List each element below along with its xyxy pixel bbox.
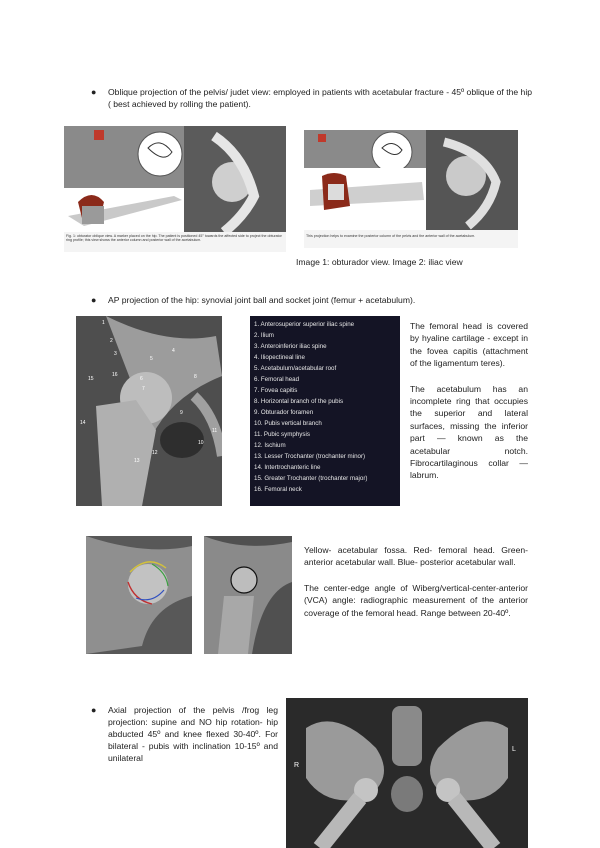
legend-item: 14. Intertrochanteric line: [254, 464, 321, 471]
iliac-view-figure: [304, 130, 518, 248]
legend-item: 3. Anteroinferior iliac spine: [254, 343, 327, 350]
acetabular-walls-xray: [86, 536, 192, 654]
femoral-head-description: [410, 320, 528, 495]
xray-number: 7: [142, 386, 145, 392]
xray-number: 3: [114, 351, 117, 357]
acetabular-walls-text: Yellow- acetabular fossa. Red- femoral head. Green- anterior acetabular wall. Blue- posterior acetabular wall.: [304, 545, 528, 568]
frog-leg-xray-image: [286, 698, 528, 848]
xray-number: 9: [180, 410, 183, 416]
legend-item: 13. Lesser Trochanter (trochanter minor): [254, 453, 366, 460]
legend-item: 16. Femoral neck: [254, 486, 302, 493]
obturator-view-caption: Fig. 1: obturator oblique view. A marker placed on the hip. The patient is positioned 45° towards the affected side to project the obturator ring profile; this view shows the anterior column and posterior wall of the acetabulum.: [66, 234, 282, 243]
legend-item: 9. Obturador foramen: [254, 409, 314, 416]
xray-number: 16: [112, 372, 118, 378]
legend-item: 10. Pubis vertical branch: [254, 420, 322, 427]
xray-number: 4: [172, 348, 175, 354]
anatomy-legend: [250, 316, 400, 506]
legend-item: 7. Fovea capitis: [254, 387, 298, 394]
xray-number: 10: [198, 440, 204, 446]
judet-image-caption: Image 1: obturador view. Image 2: iliac view: [296, 257, 463, 267]
legend-item: 5. Acetabulum/acetabular roof: [254, 365, 337, 372]
right-side-marker: R: [294, 762, 300, 769]
acetabulum-text: The acetabulum has an incomplete ring that occupies the superior and lateral surfaces, missing the inferior part — known as the acetabular notch. Fibrocartilaginous collar — labrum.: [410, 383, 528, 481]
center-edge-angle-image: [204, 536, 292, 654]
xray-number: 8: [194, 374, 197, 380]
xray-number: 13: [134, 458, 140, 464]
bullet-dot: ●: [91, 705, 97, 715]
legend-item: 15. Greater Trochanter (trochanter major): [254, 475, 368, 482]
frog-leg-bullet-text: Axial projection of the pelvis /frog leg projection: supine and NO hip rotation- hip abducted 45º and knee flexed 30-40º. For bilateral - pubis with inclination 10-15º and unilateral: [108, 705, 278, 763]
frog-leg-xray: [286, 698, 528, 848]
acetabular-walls-description: [304, 544, 528, 632]
xray-number: 15: [88, 376, 94, 382]
xray-number: 2: [110, 338, 113, 344]
left-side-marker: L: [512, 746, 516, 753]
xray-number: 1: [102, 320, 105, 326]
ap-hip-bullet-text: AP projection of the hip: synovial joint ball and socket joint (femur + acetabulum).: [108, 295, 416, 305]
legend-item: 4. Iliopectineal line: [254, 354, 305, 361]
judet-bullet-text: Oblique projection of the pelvis/ judet view: employed in patients with acetabular fracture - 45º oblique of the hip ( best achieved by rolling the patient).: [108, 87, 533, 109]
legend-item: 1. Anterosuperior superior iliac spine: [254, 321, 355, 328]
xray-number: 11: [212, 428, 218, 434]
obturator-view-figure: [64, 126, 286, 252]
ap-hip-xray-image: [76, 316, 222, 506]
legend-item: 8. Horizontal branch of the pubis: [254, 398, 344, 405]
bullet-dot: ●: [91, 87, 97, 97]
judet-bullet: [91, 86, 536, 110]
acetabular-walls-image: [86, 536, 192, 654]
obturator-view-illustration: [64, 126, 286, 232]
frog-leg-bullet: [91, 704, 278, 764]
ap-hip-bullet: [91, 294, 528, 306]
center-edge-angle-text: The center-edge angle of Wiberg/vertical-center-anterior (VCA) angle: radiographic measurement of the anterior coverage of the femoral head. Range between 20-40º.: [304, 582, 528, 618]
iliac-view-illustration: [304, 130, 518, 230]
xray-number: 14: [80, 420, 86, 426]
xray-number: 6: [140, 376, 143, 382]
xray-number: 12: [152, 450, 158, 456]
femoral-head-text: The femoral head is covered by hyaline cartilage - except in the fovea capitis (attachment of the ligamentum teres).: [410, 321, 528, 369]
center-edge-angle-xray: [204, 536, 292, 654]
legend-item: 2. Ilium: [254, 332, 274, 339]
legend-item: 12. Ischium: [254, 442, 286, 449]
legend-item: 6. Femoral head: [254, 376, 300, 383]
legend-item: 11. Pubic symphysis: [254, 431, 310, 438]
xray-number: 5: [150, 356, 153, 362]
bullet-dot: ●: [91, 295, 97, 305]
iliac-view-caption: This projection helps to examine the posterior column of the pelvis and the anterior wall of the acetabulum.: [306, 234, 476, 238]
ap-hip-xray: [76, 316, 222, 506]
